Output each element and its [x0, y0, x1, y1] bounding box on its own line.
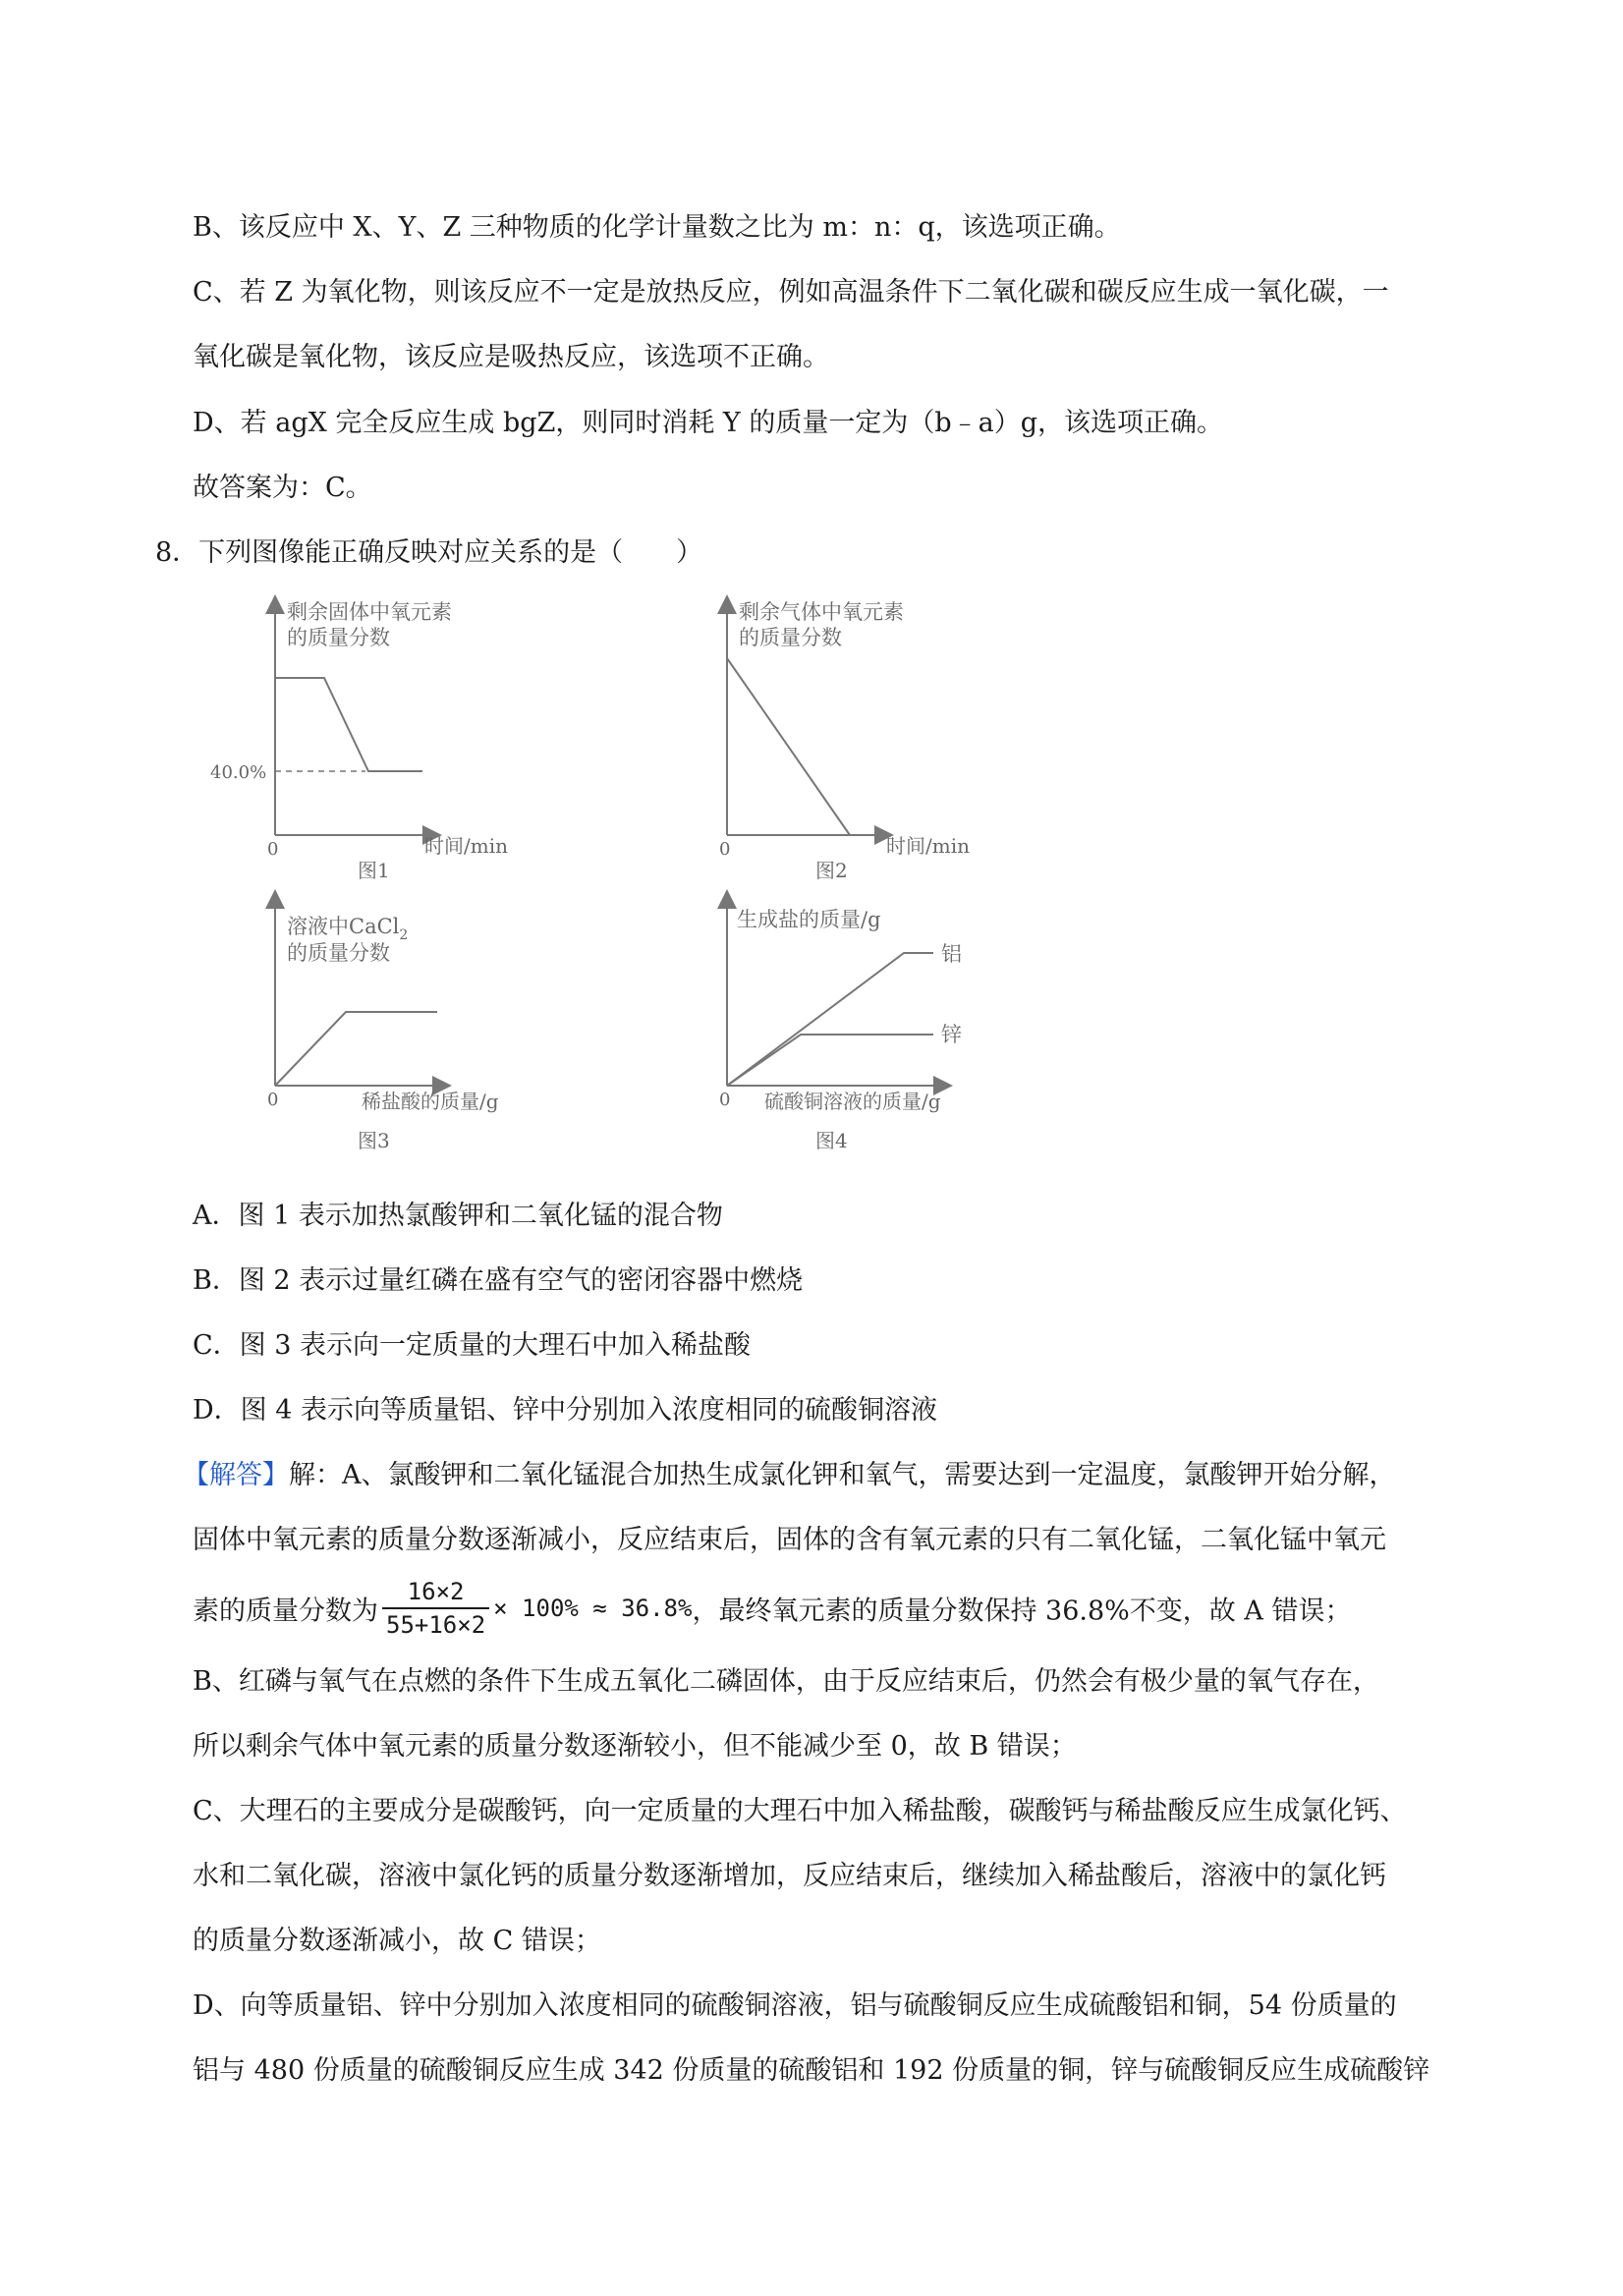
fraction — [382, 1578, 489, 1639]
fig4-ylabel-1: 生成盐的质量/g — [737, 908, 881, 931]
solution-a-line2: 固体中氧元素的质量分数逐渐减小，反应结束后，固体的含有氧元素的只有二氧化锰，二氧化锰中氧元 — [193, 1525, 1386, 1555]
fig4-label-zinc: 锌 — [941, 1023, 962, 1046]
fig1-xlabel: 时间/min — [424, 834, 508, 858]
fraction-numerator: 16×2 — [382, 1578, 489, 1609]
fig3-ylabel-1: 溶液中CaCl$_2$ — [287, 915, 409, 943]
fig4-xlabel: 硫酸铜溶液的质量/g — [764, 1090, 941, 1113]
fig4-label-aluminum: 铝 — [941, 942, 962, 966]
fig1-ylabel-1: 剩余固体中氧元素 — [287, 600, 452, 624]
fig4-caption: 图4 — [815, 1129, 848, 1152]
fig3-caption: 图3 — [358, 1129, 390, 1152]
fig3-ylabel-2: 的质量分数 — [287, 941, 390, 965]
option-c: C．图 3 表示向一定质量的大理石中加入稀盐酸 — [193, 1330, 752, 1361]
text-d-line: D、若 agX 完全反应生成 bgZ，则同时消耗 Y 的质量一定为（b﹣a）g，该选项正确。 — [193, 408, 1223, 438]
fig4-origin: 0 — [719, 1090, 731, 1110]
fig2-ylabel-2: 的质量分数 — [739, 626, 842, 649]
solution-c-line1: C、大理石的主要成分是碳酸钙，向一定质量的大理石中加入稀盐酸，碳酸钙与稀盐酸反应生成氯化钙、 — [193, 1796, 1407, 1826]
figures-panel — [196, 589, 1002, 1169]
solution-tag: 【解答】 — [183, 1460, 289, 1490]
fig1-origin: 0 — [267, 839, 279, 860]
fraction-denominator: 55+16×2 — [386, 1611, 486, 1639]
solution-d-line1: D、向等质量铝、锌中分别加入浓度相同的硫酸铜溶液，铝与硫酸铜反应生成硫酸铝和铜，54 份质量的 — [193, 1990, 1397, 2021]
fig4-zinc-line — [727, 1035, 933, 1086]
solution-b-line2: 所以剩余气体中氧元素的质量分数逐渐较小，但不能减少至 0，故 B 错误； — [193, 1731, 1077, 1762]
solution-c-line3: 的质量分数逐渐减小，故 C 错误； — [193, 1926, 601, 1956]
fig3-curve — [275, 1012, 437, 1086]
fig3-xlabel: 稀盐酸的质量/g — [362, 1090, 499, 1113]
fig2-xlabel: 时间/min — [886, 834, 970, 858]
solution-c-line2: 水和二氧化碳，溶液中氯化钙的质量分数逐渐增加，反应结束后，继续加入稀盐酸后，溶液中的氯化钙 — [193, 1861, 1386, 1891]
fraction-tail: × 100% ≈ 36.8% — [493, 1595, 693, 1622]
text-answer: 故答案为：C。 — [193, 473, 372, 503]
solution-a-line3-post: ，最终氧元素的质量分数保持 36.8%不变，故 A 错误； — [692, 1596, 1352, 1627]
solution-a-line1 — [183, 1458, 1396, 1493]
fig2-origin: 0 — [719, 839, 731, 860]
figure-3 — [267, 899, 499, 1152]
fig4-aluminum-line — [727, 953, 933, 1086]
figure-2 — [719, 600, 970, 882]
fig2-ylabel-1: 剩余气体中氧元素 — [739, 600, 904, 624]
solution-a-line3-pre: 素的质量分数为 — [193, 1596, 378, 1627]
fig1-curve — [275, 678, 422, 771]
fig2-curve — [727, 658, 850, 835]
option-b: B．图 2 表示过量红磷在盛有空气的密闭容器中燃烧 — [193, 1265, 804, 1296]
text-b-line: B、该反应中 X、Y、Z 三种物质的化学计量数之比为 m：n：q，该选项正确。 — [193, 212, 1121, 243]
solution-b-line1: B、红磷与氧气在点燃的条件下生成五氧化二磷固体，由于反应结束后，仍然会有极少量的氧气存在， — [193, 1666, 1379, 1697]
figure-4 — [719, 899, 962, 1152]
solution-a-line1-text: 解：A、氯酸钾和二氧化锰混合加热生成氯化钾和氧气，需要达到一定温度，氯酸钾开始分解， — [289, 1460, 1396, 1490]
fig1-ylabel-2: 的质量分数 — [287, 626, 390, 649]
solution-d-line2: 铝与 480 份质量的硫酸铜反应生成 342 份质量的硫酸铝和 192 份质量的铜，锌与硫酸铜反应生成硫酸锌 — [193, 2055, 1430, 2086]
figure-1 — [210, 600, 508, 882]
fig1-ref-label: 40.0% — [210, 762, 267, 783]
fig1-caption: 图1 — [358, 859, 390, 882]
question-stem: 8．下列图像能正确反映对应关系的是（ ） — [155, 537, 703, 568]
fig3-origin: 0 — [267, 1090, 279, 1110]
option-a: A．图 1 表示加热氯酸钾和二氧化锰的混合物 — [193, 1201, 723, 1231]
solution-a-line3 — [193, 1578, 1351, 1639]
fig2-caption: 图2 — [815, 859, 848, 882]
text-c-line2: 氧化碳是氧化物，该反应是吸热反应，该选项不正确。 — [193, 342, 829, 372]
text-c-line1: C、若 Z 为氧化物，则该反应不一定是放热反应，例如高温条件下二氧化碳和碳反应生成一氧化碳，一 — [193, 277, 1389, 308]
fig3-ylabel-sub: 2 — [399, 927, 409, 943]
option-d: D．图 4 表示向等质量铝、锌中分别加入浓度相同的硫酸铜溶液 — [193, 1395, 937, 1426]
